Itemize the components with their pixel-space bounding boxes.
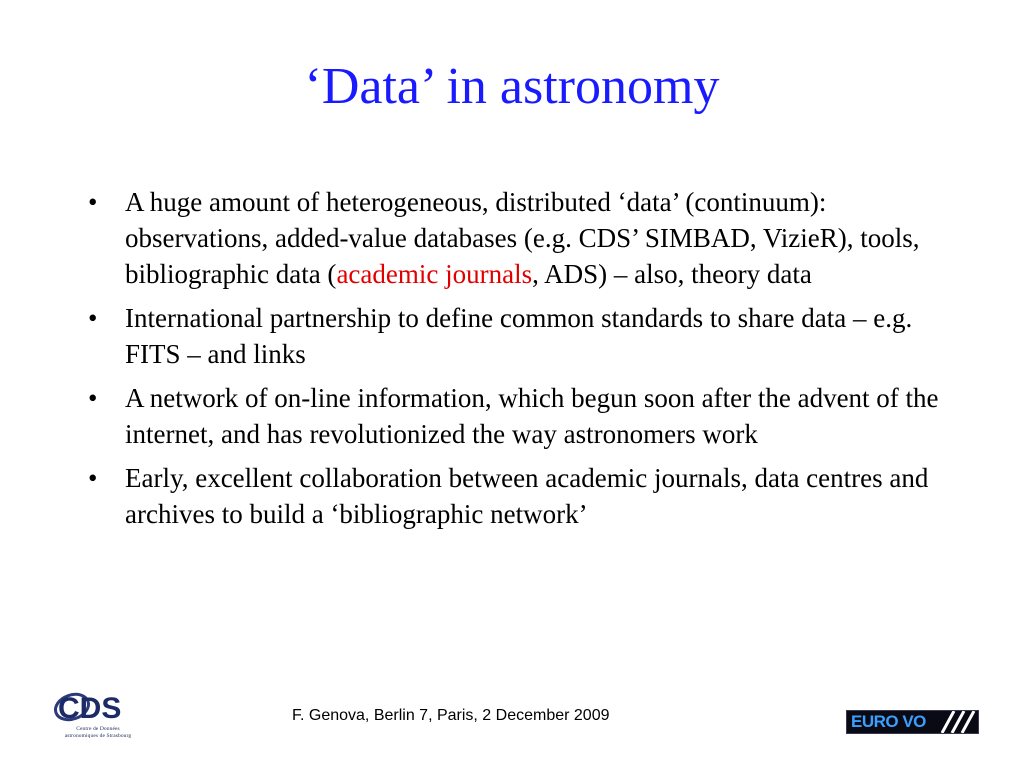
bullet-dot-icon: • — [88, 383, 98, 413]
bullet-item — [88, 380, 948, 452]
bullet-text: , ADS) – also, theory data — [532, 259, 812, 289]
bullet-text: A network of on-line information, which begun soon after the advent of the internet, and has revolutionized the way astronomers work — [125, 383, 939, 449]
bullet-item — [88, 460, 948, 532]
bullet-list — [88, 184, 948, 540]
bullet-text: A huge amount of heterogeneous, distributed ‘data’ (continuum): observations, added-value databases (e.g. CDS’ SIMBAD, VizieR), tools, bibliographic data ( — [125, 187, 920, 289]
bullet-item — [88, 184, 948, 292]
bullet-item — [88, 300, 948, 372]
bullet-dot-icon: • — [88, 463, 98, 493]
cds-logo-subtitle: Centre de Données astronomiques de Strasbourg — [64, 726, 132, 739]
bullet-text: Early, excellent collaboration between academic journals, data centres and archives to build a ‘bibliographic network’ — [125, 463, 929, 529]
bullet-dot-icon: • — [88, 303, 98, 333]
bullet-dot-icon: • — [88, 187, 98, 217]
highlight-text: academic journals — [336, 259, 533, 289]
slide-title: ‘Data’ in astronomy — [304, 58, 720, 115]
eurovo-logo — [846, 710, 979, 734]
cds-logo-text: CDS — [58, 692, 122, 725]
footer-text: F. Genova, Berlin 7, Paris, 2 December 2009 — [292, 707, 610, 724]
cds-logo — [52, 688, 144, 744]
bullet-text: International partnership to define common standards to share data – e.g. FITS – and links — [125, 303, 913, 369]
cds-logo-mark — [52, 688, 144, 726]
eurovo-logo-text: EURO VO — [851, 712, 926, 731]
eurovo-stripes-icon — [938, 711, 978, 733]
